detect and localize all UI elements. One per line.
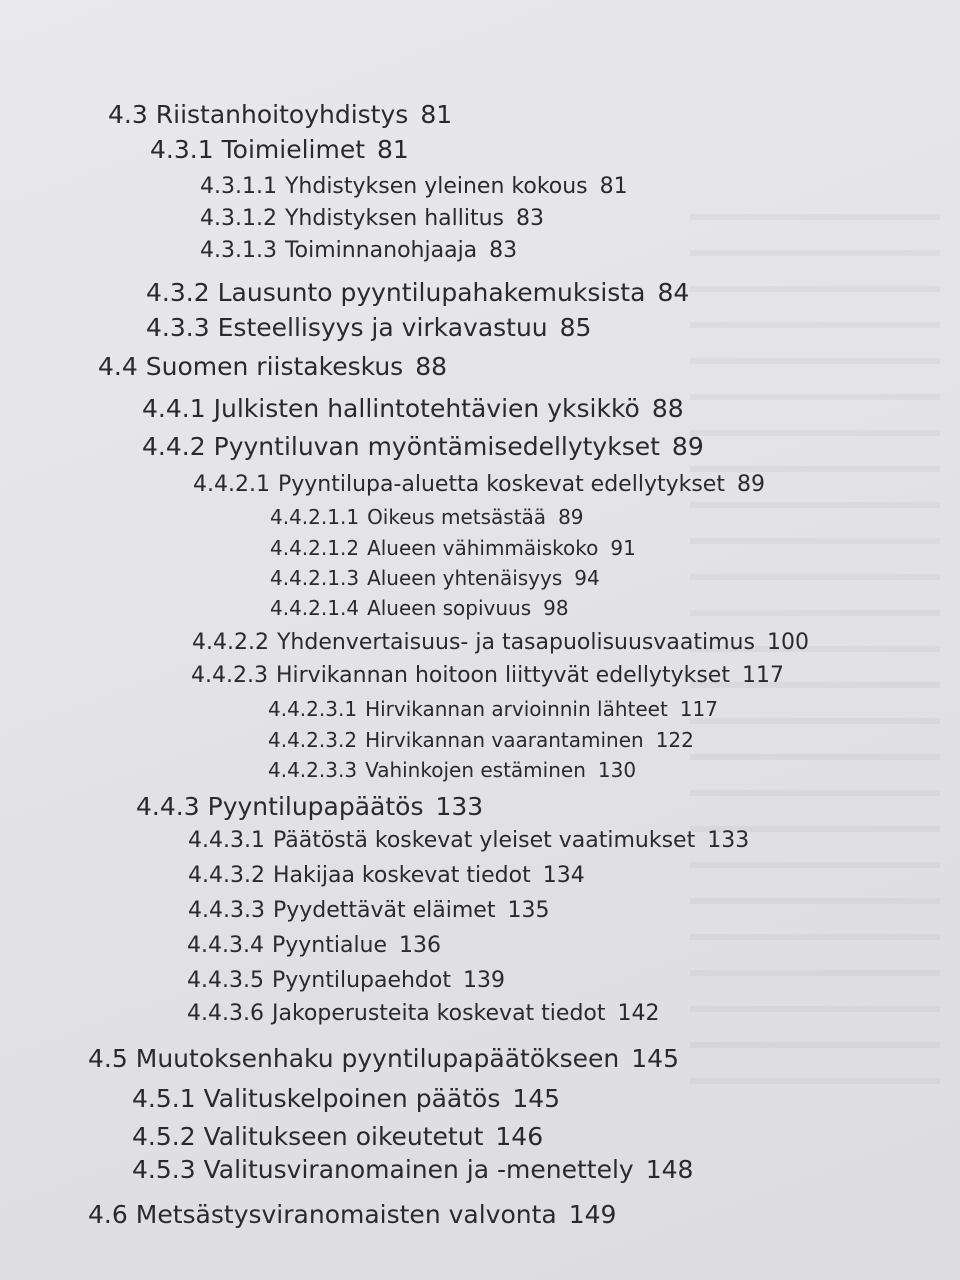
toc-page: 83: [489, 238, 518, 263]
toc-number: 4.4.2.3.3: [268, 758, 358, 782]
toc-page: 89: [736, 472, 765, 497]
toc-entry-4-5-1: [132, 1086, 560, 1111]
toc-number: 4.5.3: [132, 1155, 196, 1184]
toc-title: Riistanhoitoyhdistys: [155, 100, 409, 129]
toc-title: Oikeus metsästää: [367, 505, 547, 529]
toc-page: 136: [399, 933, 442, 958]
toc-page: 133: [707, 828, 750, 853]
toc-entry-4-3-3: [146, 315, 591, 340]
toc-number: 4.3.2: [146, 278, 210, 307]
toc-number: 4.4.2.3: [191, 663, 268, 688]
toc-page: 81: [599, 174, 628, 199]
toc-number: 4.4.1: [142, 394, 206, 423]
toc-page: 133: [435, 792, 484, 821]
toc-entry-4-4-2-1: [193, 474, 765, 496]
toc-entry-4-4: [98, 354, 447, 379]
toc-number: 4.4.3.6: [187, 1001, 264, 1026]
toc-title: Jakoperusteita koskevat tiedot: [271, 1001, 606, 1026]
toc-page: 139: [463, 968, 505, 993]
toc-title: Esteellisyys ja virkavastuu: [217, 313, 548, 342]
toc-number: 4.3.1.2: [200, 206, 277, 231]
toc-title: Muutoksenhaku pyyntilupapäätökseen: [135, 1044, 620, 1073]
toc-number: 4.4.2.3.2: [268, 728, 358, 752]
toc-entry-4-4-3-4: [187, 935, 441, 957]
toc-number: 4.5: [88, 1044, 128, 1073]
toc-page: 145: [631, 1044, 679, 1073]
toc-number: 4.4.3: [136, 792, 200, 821]
toc-title: Toimielimet: [221, 135, 365, 164]
toc-entry-4-3-1-2: [200, 208, 544, 230]
toc-entry-4-3-2: [146, 280, 689, 305]
toc-number: 4.4.3.2: [188, 863, 265, 888]
toc-entry-4-5: [88, 1046, 679, 1071]
toc-page: 148: [645, 1155, 694, 1184]
toc-entry-4-4-2: [142, 434, 704, 459]
toc-title: Alueen sopivuus: [367, 596, 532, 620]
toc-entry-4-4-3-6: [187, 1003, 660, 1025]
toc-title: Hirvikannan vaarantaminen: [365, 728, 644, 752]
toc-title: Pyyntilupa-aluetta koskevat edellytykset: [277, 472, 725, 497]
toc-entry-4-3-1: [150, 137, 409, 162]
toc-entry-4-3: [108, 102, 452, 127]
toc-number: 4.4.2.1: [193, 472, 270, 497]
toc-title: Valituskelpoinen päätös: [203, 1084, 501, 1113]
toc-entry-4-4-2-2: [192, 632, 809, 654]
toc-entry-4-4-2-1-3: [270, 568, 600, 588]
toc-number: 4.4.2.1.4: [270, 596, 360, 620]
toc-title: Lausunto pyyntilupahakemuksista: [217, 278, 646, 307]
toc-page: 117: [741, 663, 784, 688]
toc-page: 98: [543, 596, 569, 620]
toc-entry-4-4-3: [136, 794, 483, 819]
toc-number: 4.4.3.4: [187, 933, 264, 958]
toc-entry-4-4-3-5: [187, 970, 505, 992]
toc-entry-4-4-3-2: [188, 865, 585, 887]
toc-entry-4-6: [88, 1202, 616, 1227]
toc-title: Päätöstä koskevat yleiset vaatimukset: [272, 828, 696, 853]
toc-entry-4-4-3-3: [188, 900, 549, 922]
toc-entry-4-4-2-1-2: [270, 538, 636, 558]
toc-title: Pyyntiluvan myöntämisedellytykset: [213, 432, 660, 461]
toc-title: Vahinkojen estäminen: [365, 758, 586, 782]
toc-entry-4-3-1-3: [200, 240, 517, 262]
toc-number: 4.4.3.5: [187, 968, 264, 993]
toc-title: Valitusviranomainen ja -menettely: [203, 1155, 634, 1184]
toc-page: 100: [766, 630, 809, 655]
toc-page: 81: [420, 100, 453, 129]
toc-title: Alueen vähimmäiskoko: [367, 536, 599, 560]
toc-entry-4-4-2-3: [191, 665, 784, 687]
toc-page: 89: [671, 432, 704, 461]
toc-title: Yhdistyksen hallitus: [284, 206, 505, 231]
toc-number: 4.3: [108, 100, 148, 129]
toc-page: 91: [610, 536, 636, 560]
toc-number: 4.3.1.3: [200, 238, 277, 263]
toc-page: 84: [657, 278, 690, 307]
toc-title: Toiminnanohjaaja: [284, 238, 478, 263]
toc-entry-4-5-3: [132, 1157, 693, 1182]
toc-title: Julkisten hallintotehtävien yksikkö: [213, 394, 640, 423]
toc-entry-4-3-1-1: [200, 176, 628, 198]
toc-entry-4-4-2-1-4: [270, 598, 569, 618]
toc-entry-4-4-1: [142, 396, 684, 421]
toc-page: 88: [415, 352, 447, 381]
toc-title: Hirvikannan hoitoon liittyvät edellytykset: [275, 663, 730, 688]
toc-title: Hirvikannan arvioinnin lähteet: [365, 697, 668, 721]
toc-title: Yhdistyksen yleinen kokous: [284, 174, 588, 199]
toc-title: Alueen yhtenäisyys: [367, 566, 563, 590]
toc-title: Yhdenvertaisuus- ja tasapuolisuusvaatimus: [276, 630, 755, 655]
toc-title: Pyyntilupapäätös: [207, 792, 424, 821]
toc-page: 88: [651, 394, 684, 423]
toc-page: 146: [495, 1122, 544, 1151]
toc-page: 117: [679, 697, 718, 721]
toc-title: Valitukseen oikeutetut: [203, 1122, 484, 1151]
toc-entry-4-4-2-1-1: [270, 507, 584, 527]
toc-page: 145: [512, 1084, 561, 1113]
toc-page: 85: [559, 313, 592, 342]
toc-page: 134: [542, 863, 585, 888]
toc-number: 4.5.2: [132, 1122, 196, 1151]
toc-number: 4.4.2.1.3: [270, 566, 360, 590]
toc-page: 135: [507, 898, 550, 923]
toc-entry-4-4-2-3-1: [268, 699, 718, 719]
toc-page: 83: [516, 206, 545, 231]
toc-page: 94: [574, 566, 600, 590]
toc-number: 4.4.3.3: [188, 898, 265, 923]
toc-page: 142: [617, 1001, 660, 1026]
toc-title: Pyydettävät eläimet: [272, 898, 496, 923]
toc-page: 130: [597, 758, 637, 782]
toc-entry-4-4-3-1: [188, 830, 749, 852]
toc-page: 89: [558, 505, 584, 529]
toc-number: 4.4.2: [142, 432, 206, 461]
toc-number: 4.3.3: [146, 313, 210, 342]
toc-title: Suomen riistakeskus: [145, 352, 404, 381]
toc-title: Pyyntialue: [271, 933, 388, 958]
toc-number: 4.3.1: [150, 135, 214, 164]
toc-entry-4-4-2-3-2: [268, 730, 694, 750]
toc-number: 4.4.2.1.1: [270, 505, 360, 529]
toc-number: 4.4.2.3.1: [268, 697, 358, 721]
toc-number: 4.4.2.2: [192, 630, 269, 655]
toc-title: Hakijaa koskevat tiedot: [272, 863, 531, 888]
toc-page: 149: [568, 1200, 617, 1229]
toc-page: 81: [377, 135, 409, 164]
toc-number: 4.4.2.1.2: [270, 536, 360, 560]
toc-page: 122: [655, 728, 694, 752]
toc-number: 4.6: [88, 1200, 128, 1229]
toc-number: 4.4: [98, 352, 138, 381]
toc-title: Metsästysviranomaisten valvonta: [135, 1200, 557, 1229]
toc-number: 4.3.1.1: [200, 174, 277, 199]
toc-number: 4.4.3.1: [188, 828, 265, 853]
toc-entry-4-4-2-3-3: [268, 760, 636, 780]
toc-entry-4-5-2: [132, 1124, 543, 1149]
toc-number: 4.5.1: [132, 1084, 196, 1113]
toc-title: Pyyntilupaehdot: [271, 968, 451, 993]
